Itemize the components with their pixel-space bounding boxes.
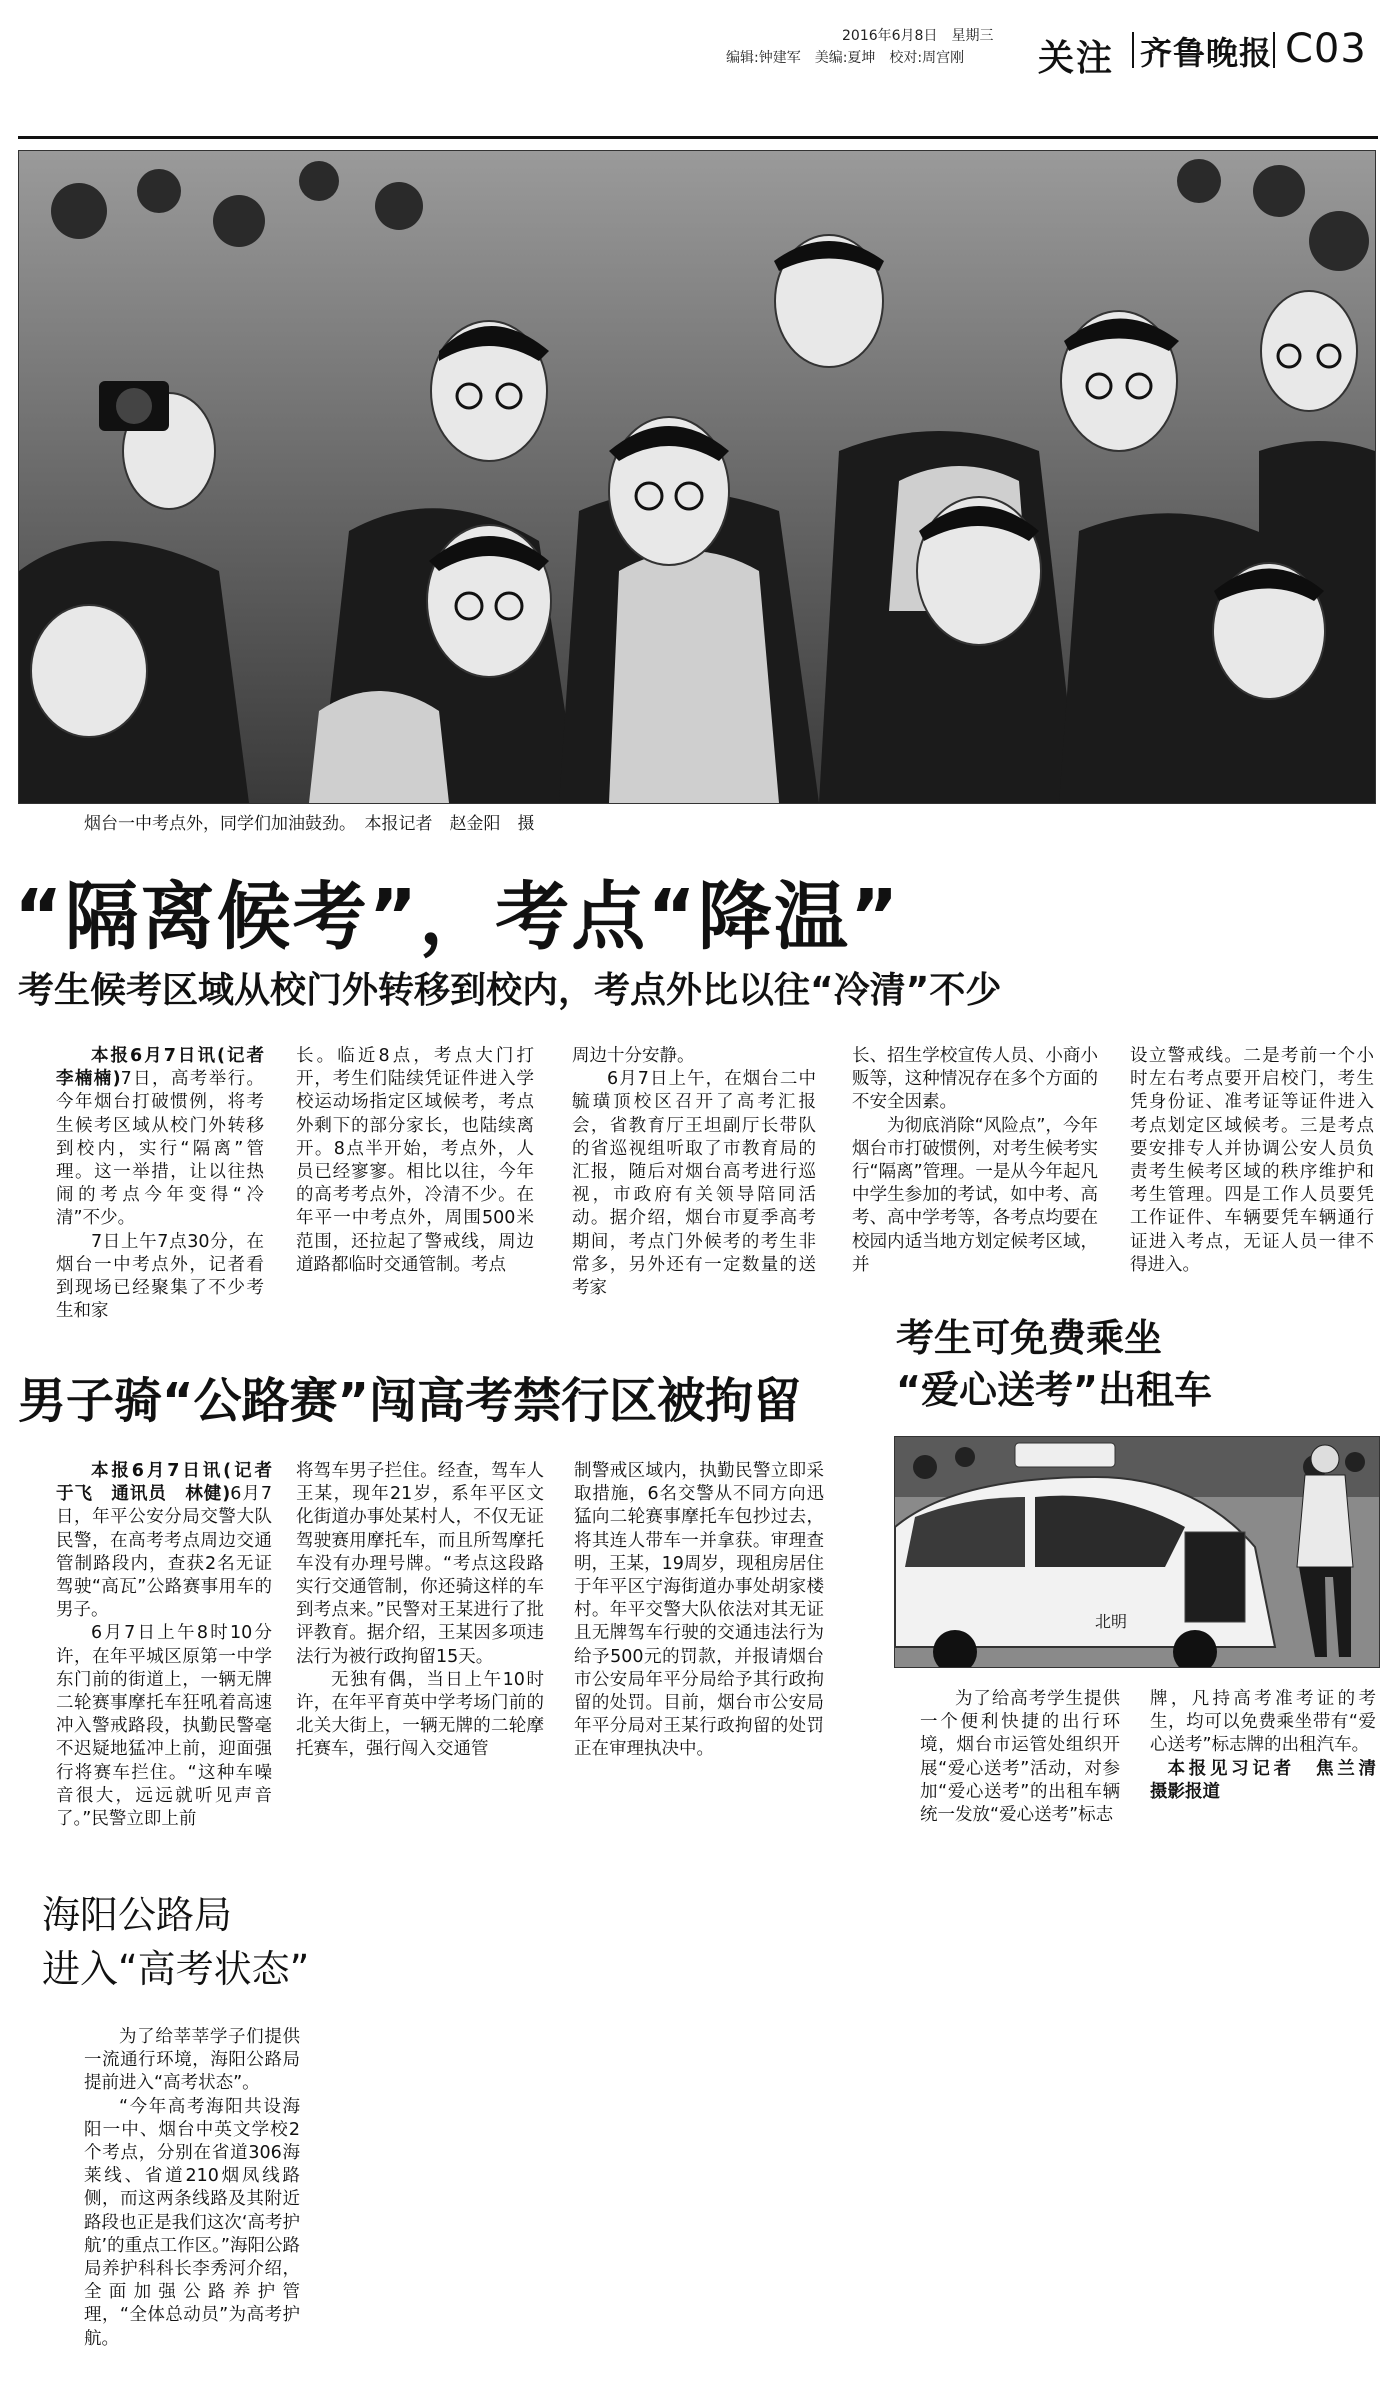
lead-headline: “隔离候考”，考点“降温”	[14, 874, 901, 960]
moto-column-3	[574, 1460, 824, 1762]
moto-headline: 男子骑“公路赛”闯高考禁行区被拘留	[18, 1373, 802, 1429]
newspaper-logo: 齐鲁晚报	[1140, 34, 1273, 72]
photo-caption: 烟台一中考点外，同学们加油鼓劲。 本报记者 赵金阳 摄	[84, 814, 535, 834]
lead-col3-p2: 6月7日上午，在烟台二中毓璜顶校区召开了高考汇报会，省教育厅王坦副厅长带队的省巡视组听取了市教育局的汇报，随后对烟台高考进行巡视，市政府有关领导陪同活动。据介绍，烟台市夏季高考期间，考点门外候考的考生非常多，另外还有一定数量的送考家	[572, 1069, 816, 1299]
haiyang-p2: “今年高考海阳共设海阳一中、烟台中英文学校2个考点，分别在省道306海莱线、省道210烟凤线路侧，而这两条线路及其附近路段也正是我们这次‘高考护航’的重点工作区。”海阳公路局养护科科长李秀河介绍，全面加强公路养护管理，“全体总动员”为高考护航。	[84, 2096, 300, 2349]
moto-col2-text: 将驾车男子拦住。经查，驾车人王某，现年21岁，系年平区文化街道办事处某村人，不仅无证驾驶赛用摩托车，而且所驾摩托车没有办理号牌。“考点这段路实行交通管制，你还骑这样的车到考点来。”民警对王某进行了批评教育。据介绍，王某因多项违法行为被行政拘留15天。	[296, 1461, 544, 1667]
taxi-photo-illustration	[895, 1437, 1379, 1667]
section-title: 关注	[1038, 38, 1115, 79]
crowd-photo-illustration	[19, 151, 1375, 803]
taxi-photo	[894, 1436, 1380, 1668]
lead-col2-text: 长。临近8点，考点大门打开，考生们陆续凭证件进入学校运动场指定区域候考，考点外剩下的部分家长，也陆续离开。8点半开始，考点外，人员已经寥寥。相比以往，今年的高考考点外，冷清不少。在年平一中考点外，周围500米范围，还拉起了警戒线，周边道路都临时交通管制。考点	[296, 1046, 534, 1275]
lead-column-1	[56, 1045, 282, 1323]
header-rule	[18, 136, 1378, 139]
haiyang-column	[84, 2026, 300, 2351]
taxi-headline-line1: 考生可免费乘坐	[896, 1316, 1163, 1360]
header-divider	[1132, 32, 1134, 68]
moto-byline: 本报6月7日讯(记者 于飞 通讯员 林健)	[56, 1461, 290, 1505]
lead-col4-p2: 为彻底消除“风险点”，今年烟台市打破惯例，对考生候考实行“隔离”管理。一是从今年起凡中学生参加的考试，如中考、高考、高中学考等，各考点均要在校园内适当地方划定候考区域，并	[852, 1115, 1098, 1275]
header-credits: 编辑:钟建军 美编:夏坤 校对:周宫刚	[726, 50, 965, 66]
taxi-headline	[896, 1312, 1212, 1416]
header-divider	[1273, 32, 1275, 68]
lead-byline: 本报6月7日讯(记者 李楠楠)	[56, 1046, 282, 1090]
lead-column-3	[572, 1045, 816, 1300]
car-door-text: 北明	[1095, 1612, 1128, 1631]
taxi-headline-line2: “爱心送考”出租车	[896, 1368, 1212, 1412]
lead-subheadline: 考生候考区域从校门外转移到校内，考点外比以往“冷清”不少	[18, 970, 1002, 1011]
lead-col5-text: 设立警戒线。二是考前一个小时左右考点要开启校门，考生凭身份证、准考证等证件进入考点划定区域候考。三是考点要安排专人并协调公安人员负责考生候考区域的秩序维护和考生管理。四是工作人员要凭工作证件、车辆要凭车辆通行证进入考点，无证人员一律不得进入。	[1130, 1046, 1374, 1275]
moto-column-2	[296, 1460, 544, 1762]
header-date: 2016年6月8日 星期三	[842, 28, 994, 44]
taxi-col2-text: 牌，凡持高考准考证的考生，均可以免费乘坐带有“爱心送考”标志牌的出租汽车。	[1150, 1689, 1376, 1756]
lead-column-4	[852, 1045, 1098, 1277]
haiyang-headline-line2: 进入“高考状态”	[42, 1947, 310, 1991]
lead-column-5	[1130, 1045, 1374, 1277]
taxi-column-2	[1150, 1688, 1394, 1804]
moto-col1-p2: 6月7日上午8时10分许，在年平城区原第一中学东门前的街道上，一辆无牌二轮赛事摩托车狂吼着高速冲入警戒路段，执勤民警毫不迟疑地猛冲上前，迎面强行将赛车拦住。“这种车噪音很大，远远就听见声音了。”民警立即上前	[56, 1623, 272, 1830]
lead-col3-text: 周边十分安静。	[572, 1046, 695, 1066]
taxi-col1-text: 为了给高考学生提供一个便利快捷的出行环境，烟台市运管处组织开展“爱心送考”活动，对参加“爱心送考”的出租车辆统一发放“爱心送考”标志	[920, 1689, 1120, 1826]
moto-col3-text: 制警戒区域内，执勤民警立即采取措施，6名交警从不同方向迅猛向二轮赛事摩托车包抄过去，将其连人带车一并拿获。审理查明，王某，19周岁，现租房居住于年平区宁海街道办事处胡家楼村。年平交警大队依法对其无证且无牌驾车行驶的交通违法行为给予500元的罚款，并报请烟台市公安局年平分局给予其行政拘留的处罚。目前，烟台市公安局年平分局对王某行政拘留的处罚正在审理执决中。	[574, 1461, 824, 1760]
lead-column-2	[296, 1045, 534, 1277]
moto-col1-text: 6月7日，年平公安分局交警大队民警，在高考考点周边交通管制路段内，查获2名无证驾驶“高瓦”公路赛事用车的男子。	[56, 1484, 272, 1621]
lead-col4-text: 长、招生学校宣传人员、小商小贩等，这种情况存在多个方面的不安全因素。	[852, 1046, 1098, 1113]
haiyang-headline-line1: 海阳公路局	[42, 1893, 233, 1937]
moto-col2-p2: 无独有偶，当日上午10时许，在年平育英中学考场门前的北关大街上，一辆无牌的二轮摩托赛车，强行闯入交通管	[296, 1669, 544, 1760]
haiyang-headline	[42, 1888, 309, 1996]
taxi-credit: 本报见习记者 焦兰清 摄影报道	[1150, 1758, 1394, 1802]
taxi-column-1	[920, 1688, 1120, 1827]
moto-column-1	[56, 1460, 290, 1831]
page-number: C03	[1285, 26, 1367, 72]
lead-col1-text: 7日，高考举行。今年烟台打破惯例，将考生候考区域从校门外转移到校内，实行“隔离”管理。这一举措，让以往热闹的考点今年变得“冷清”不少。	[56, 1069, 264, 1229]
main-photo	[18, 150, 1376, 804]
lead-col1-p2: 7日上午7点30分，在烟台一中考点外，记者看到现场已经聚集了不少考生和家	[56, 1231, 264, 1322]
haiyang-p1: 为了给莘莘学子们提供一流通行环境，海阳公路局提前进入“高考状态”。	[84, 2027, 300, 2094]
